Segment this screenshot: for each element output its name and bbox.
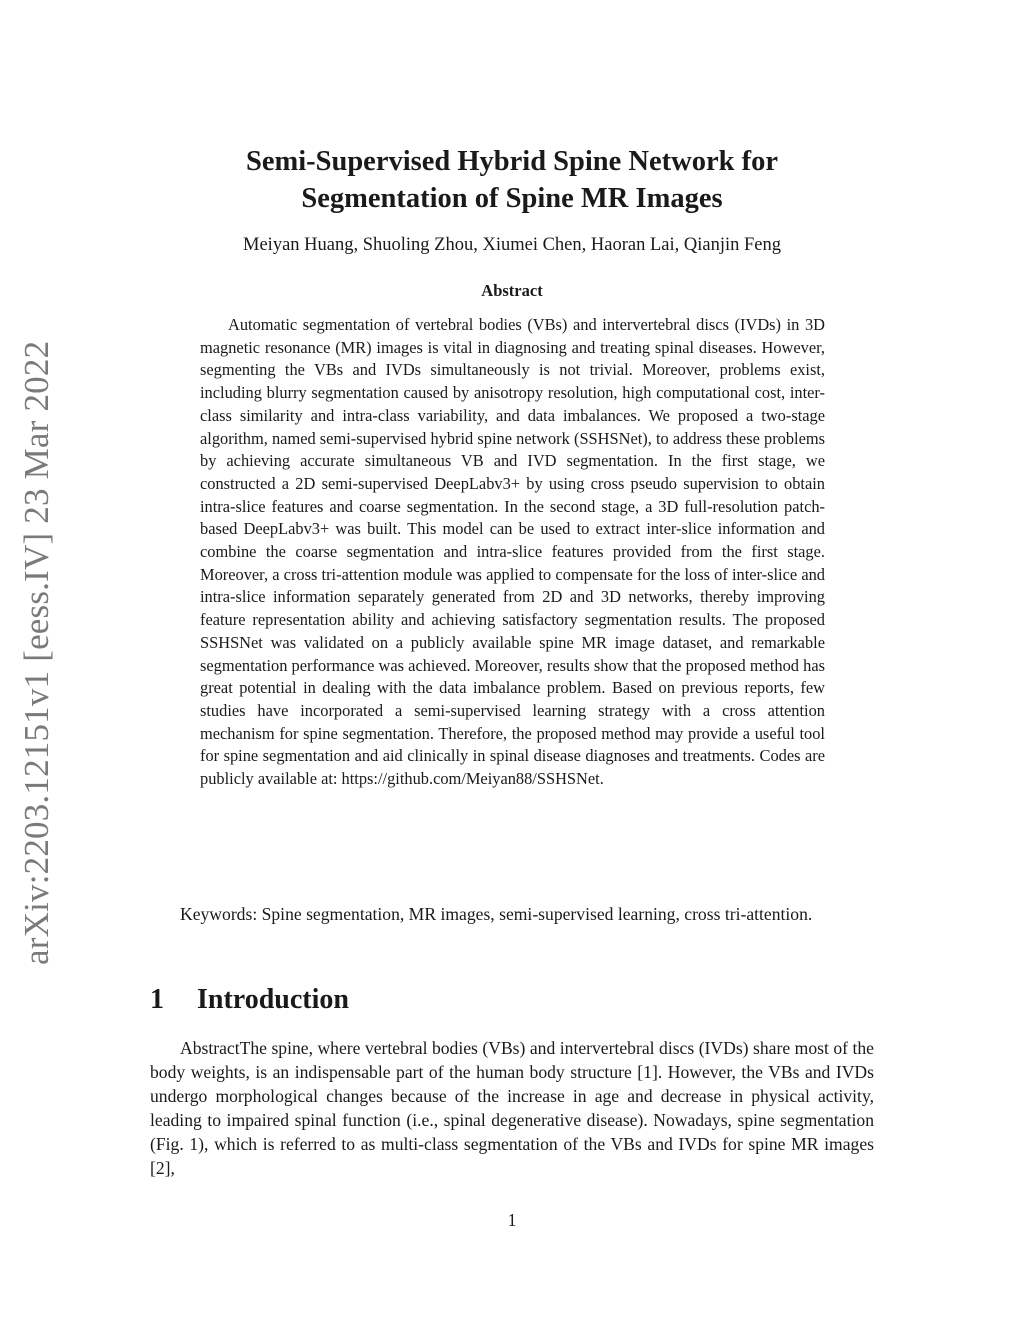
arxiv-identifier: arXiv:2203.12151v1 [eess.IV] 23 Mar 2022	[17, 340, 56, 965]
paper-title-line-1: Semi-Supervised Hybrid Spine Network for	[245, 146, 778, 177]
abstract-heading: Abstract	[481, 281, 543, 300]
abstract-text: Automatic segmentation of vertebral bodies (VBs) and intervertebral discs (IVDs) in 3D magnetic resonance (MR) images is vital in diagnosing and treating spinal diseases. However, segmenting the VBs and IVDs simultaneously is not trivial. Moreover, problems exist, including blurry segmentation caused by anisotropy resolution, high computational cost, inter-class similarity and intra-class variability, and data imbalances. We proposed a two-stage algorithm, named semi-supervised hybrid spine network (SSHSNet), to address these problems by achieving accurate simultaneous VB and IVD segmentation. In the first stage, we constructed a 2D semi-supervised DeepLabv3+ by using cross pseudo supervision to obtain intra-slice features and coarse segmentation. In the second stage, a 3D full-resolution patch-based DeepLabv3+ was built. This model can be used to extract inter-slice information and combine the coarse segmentation and intra-slice features provided from the first stage. Moreover, a cross tri-attention module was applied to compensate for the loss of inter-slice and intra-slice information separately generated from 2D and 3D networks, thereby improving feature representation ability and achieving satisfactory segmentation results. The proposed SSHSNet was validated on a publicly available spine MR image dataset, and remarkable segmentation performance was achieved. Moreover, results show that the proposed method has great potential in dealing with the data imbalance problem. Based on previous reports, few studies have incorporated a semi-supervised learning strategy with a cross attention mechanism for spine segmentation. Therefore, the proposed method may provide a useful tool for spine segmentation and aid clinically in spinal disease diagnoses and treatments. Codes are publicly available at: https://github.com/Meiyan88/SSHSNet.	[200, 315, 825, 789]
paper-title-line-2: Segmentation of Spine MR Images	[301, 183, 723, 214]
introduction-paragraph: AbstractThe spine, where vertebral bodies (VBs) and intervertebral discs (IVDs) share most of the body weights, is an indispensable part of the human body structure [1]. However, the VBs and IVDs undergo morphological changes because of the increase in age and decrease in physical activity, leading to impaired spinal function (i.e., spinal degenerative disease). Nowadays, spine segmentation (Fig. 1), which is referred to as multi-class segmentation of the VBs and IVDs for spine MR images [2],	[150, 1038, 874, 1179]
section-heading-introduction	[150, 982, 349, 1018]
section-number: 1	[150, 984, 164, 1015]
paper-authors: Meiyan Huang, Shuoling Zhou, Xiumei Chen, Haoran Lai, Qianjin Feng	[243, 235, 781, 255]
page-number: 1	[507, 1210, 517, 1230]
keywords: Keywords: Spine segmentation, MR images, semi-supervised learning, cross tri-attention.	[180, 904, 813, 924]
paper-title	[150, 143, 874, 217]
section-title: Introduction	[197, 984, 349, 1015]
